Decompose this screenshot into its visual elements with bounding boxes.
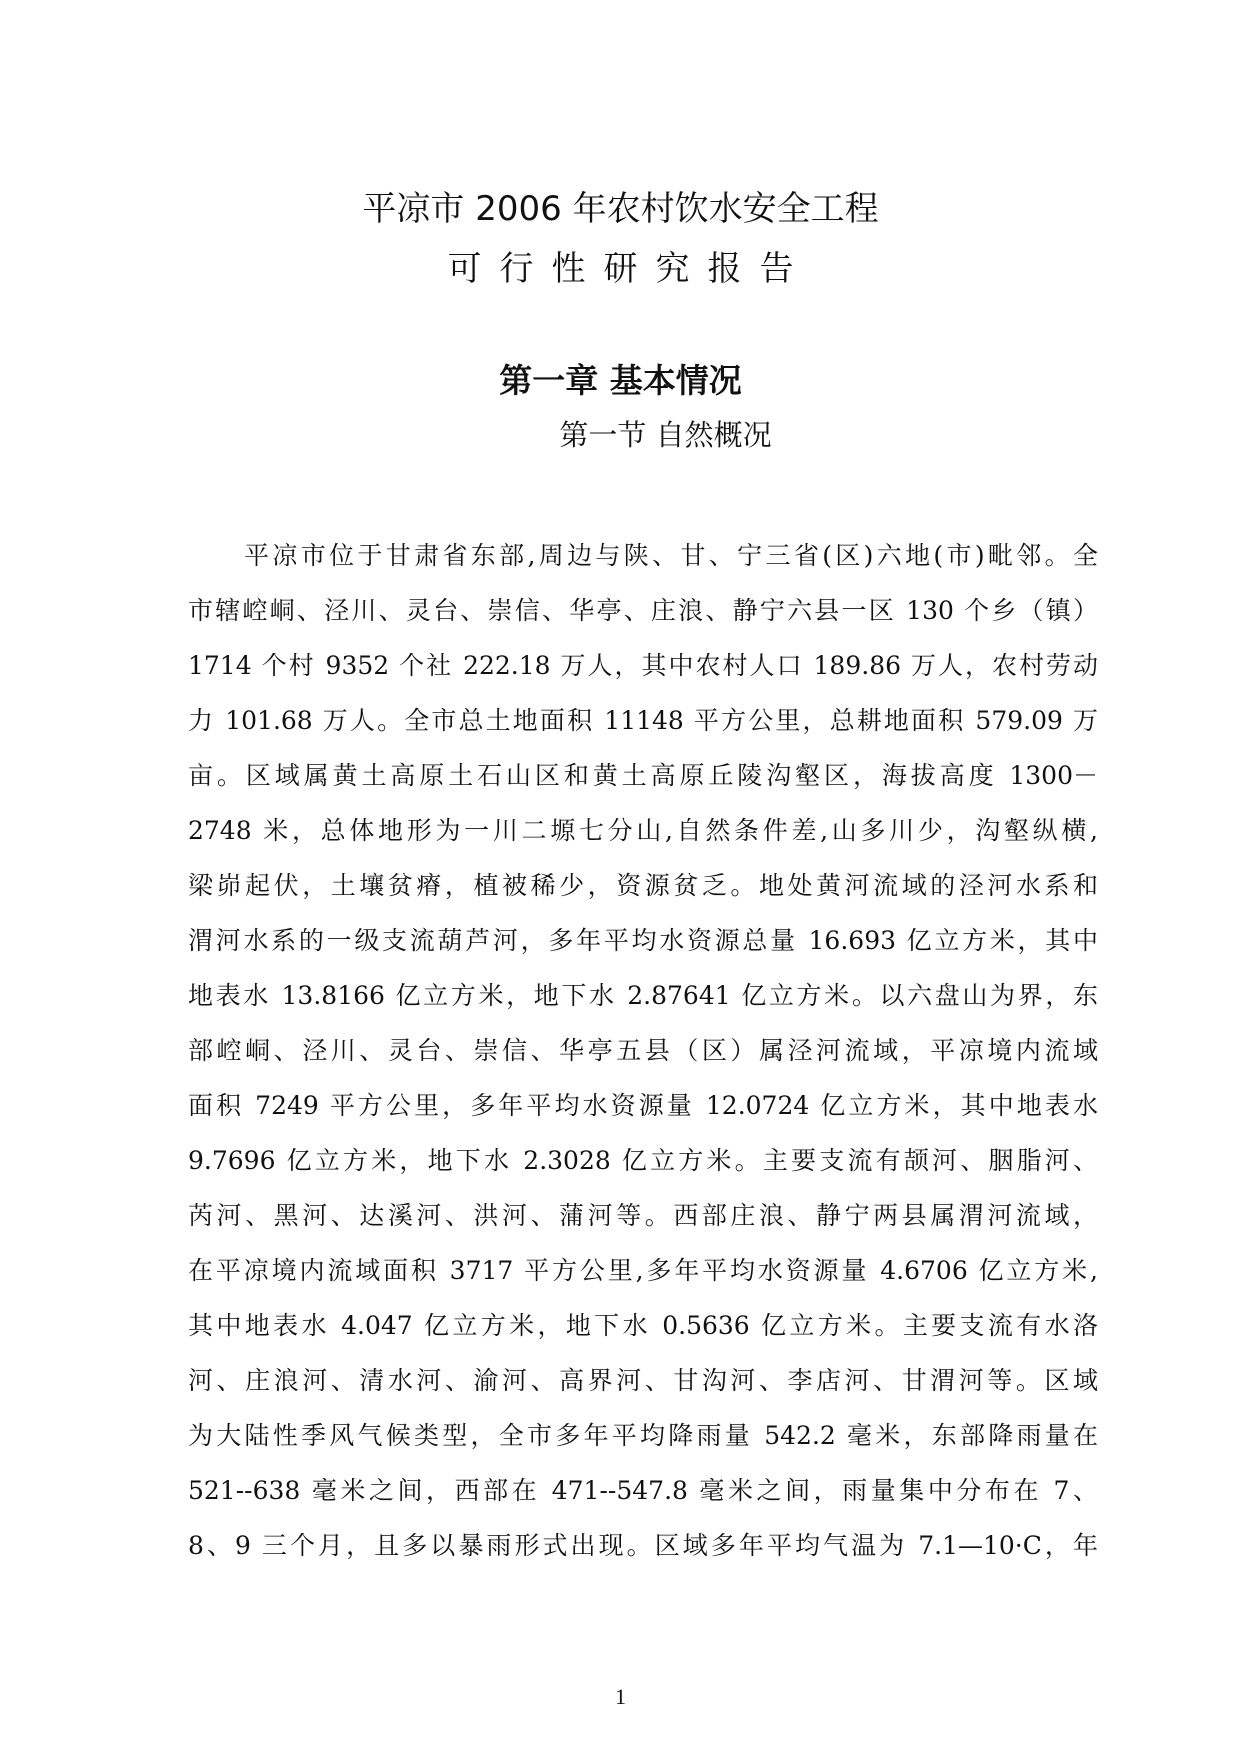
body-line: 面积 7249 平方公里，多年平均水资源量 12.0724 亿立方米，其中地表水 bbox=[188, 1091, 1098, 1120]
body-line: 1714 个村 9352 个社 222.18 万人，其中农村人口 189.86 万人，农村劳动 bbox=[188, 651, 1098, 680]
body-line: 521--638 毫米之间，西部在 471--547.8 毫米之间，雨量集中分布在 7、 bbox=[188, 1476, 1098, 1505]
report-title-line-2: 可行性研究报告 bbox=[447, 249, 812, 289]
chapter-heading: 第一章 基本情况 bbox=[499, 361, 742, 400]
body-line: 市辖崆峒、泾川、灵台、崇信、华亭、庄浪、静宁六县一区 130 个乡（镇） bbox=[188, 596, 1098, 625]
section-heading: 第一节 自然概况 bbox=[559, 418, 772, 452]
body-line: 芮河、黑河、达溪河、洪河、蒲河等。西部庄浪、静宁两县属渭河流域， bbox=[188, 1201, 1098, 1230]
body-line: 9.7696 亿立方米，地下水 2.3028 亿立方米。主要支流有颉河、胭脂河、 bbox=[188, 1146, 1098, 1175]
body-line: 为大陆性季风气候类型，全市多年平均降雨量 542.2 毫米，东部降雨量在 bbox=[188, 1421, 1098, 1450]
body-paragraph bbox=[188, 528, 1098, 1573]
body-line: 梁峁起伏，土壤贫瘠，植被稀少，资源贫乏。地处黄河流域的泾河水系和 bbox=[188, 871, 1098, 900]
body-line: 其中地表水 4.047 亿立方米，地下水 0.5636 亿立方米。主要支流有水洛 bbox=[188, 1311, 1098, 1340]
page-number: 1 bbox=[615, 1684, 626, 1709]
body-line: 2748 米，总体地形为一川二塬七分山,自然条件差,山多川少，沟壑纵横, bbox=[188, 816, 1098, 845]
body-line: 力 101.68 万人。全市总土地面积 11148 平方公里，总耕地面积 579.09 万 bbox=[188, 706, 1098, 735]
body-line: 8、9 三个月，且多以暴雨形式出现。区域多年平均气温为 7.1—10·C，年 bbox=[188, 1531, 1098, 1560]
body-line: 渭河水系的一级支流葫芦河，多年平均水资源总量 16.693 亿立方米，其中 bbox=[188, 926, 1098, 955]
body-line: 在平凉境内流域面积 3717 平方公里,多年平均水资源量 4.6706 亿立方米, bbox=[188, 1256, 1098, 1285]
body-line: 地表水 13.8166 亿立方米，地下水 2.87641 亿立方米。以六盘山为界，东 bbox=[188, 981, 1098, 1010]
body-line: 亩。区域属黄土高原土石山区和黄土高原丘陵沟壑区，海拔高度 1300－ bbox=[188, 761, 1098, 790]
report-title-line-1: 平凉市 2006 年农村饮水安全工程 bbox=[362, 189, 879, 229]
body-line: 河、庄浪河、清水河、渝河、高界河、甘沟河、李店河、甘渭河等。区域 bbox=[188, 1366, 1098, 1395]
body-line: 部崆峒、泾川、灵台、崇信、华亭五县（区）属泾河流域，平凉境内流域 bbox=[188, 1036, 1098, 1065]
body-line: 平凉市位于甘肃省东部,周边与陕、甘、宁三省(区)六地(市)毗邻。全 bbox=[244, 541, 1098, 570]
